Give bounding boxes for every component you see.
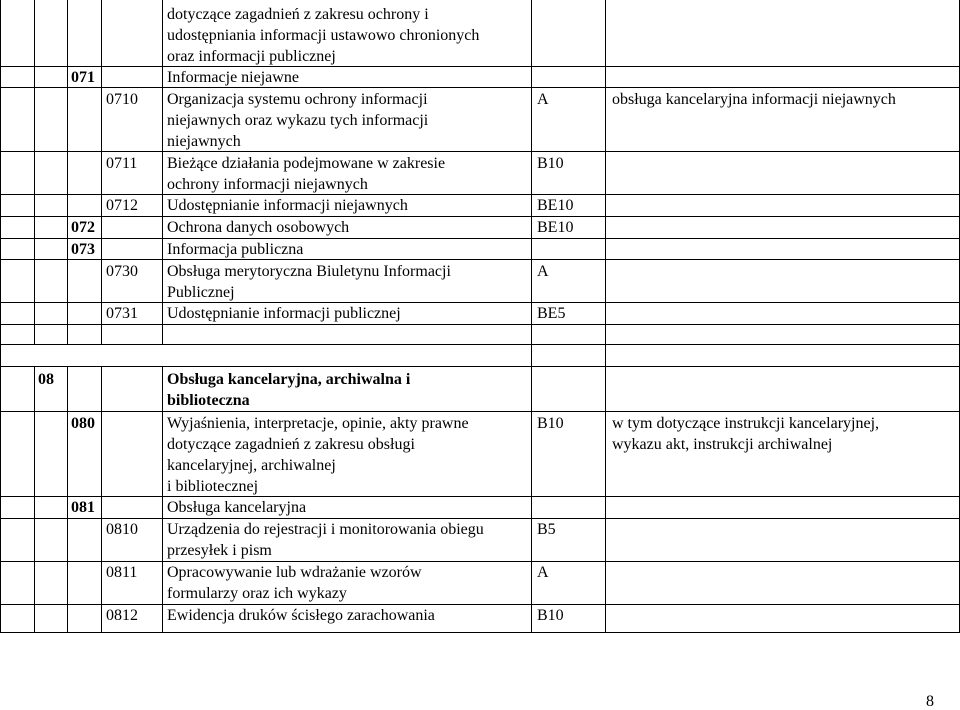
- row-category: BE10: [537, 219, 574, 236]
- row-description: Wyjaśnienia, interpretacje, opinie, akty prawne dotyczące zagadnień z zakresu obsługi kancelaryjnej, archiwalnej i bibliotecznej: [167, 415, 469, 495]
- row-description: Organizacja systemu ochrony informacji niejawnych oraz wykazu tych informacji niejawnych: [167, 91, 429, 150]
- row-note: w tym dotyczące instrukcji kancelaryjnej, wykazu akt, instrukcji archiwalnej: [612, 415, 880, 453]
- row-category: BE5: [537, 305, 566, 322]
- row-symbol: 0712: [106, 197, 138, 214]
- page-number: 8: [926, 693, 934, 710]
- row-symbol: 0811: [106, 564, 138, 581]
- row-symbol: 073: [71, 241, 95, 258]
- row-symbol: 080: [71, 415, 95, 432]
- row-description: Obsługa merytoryczna Biuletynu Informacji Publicznej: [167, 263, 451, 301]
- row-description: Opracowywanie lub wdrażanie wzorów formularzy oraz ich wykazy: [167, 564, 422, 602]
- row-symbol: 072: [71, 219, 95, 236]
- row-description: Bieżące działania podejmowane w zakresie ochrony informacji niejawnych: [167, 155, 446, 193]
- row-description: Udostępnianie informacji publicznej: [167, 305, 401, 322]
- row-description: Informacje niejawne: [167, 69, 299, 86]
- row-symbol: 071: [71, 69, 95, 86]
- row-symbol: 0731: [106, 305, 138, 322]
- row-category: A: [537, 263, 549, 280]
- row-category: B10: [537, 607, 564, 624]
- row-description: Urządzenia do rejestracji i monitorowania obiegu przesyłek i pism: [167, 521, 484, 559]
- row-category: B5: [537, 521, 556, 538]
- row-description: Obsługa kancelaryjna: [167, 499, 307, 516]
- row-category: A: [537, 564, 549, 581]
- row-category: B10: [537, 415, 564, 432]
- row-symbol: 0710: [106, 91, 138, 108]
- row-symbol: 0810: [106, 521, 138, 538]
- row-description: dotyczące zagadnień z zakresu ochrony i udostępniania informacji ustawowo chronionych oraz informacji publicznej: [167, 6, 480, 65]
- row-description: Udostępnianie informacji niejawnych: [167, 197, 408, 214]
- row-description: Informacja publiczna: [167, 241, 304, 258]
- row-category: A: [537, 91, 549, 108]
- row-symbol: 0730: [106, 263, 138, 280]
- row-symbol: 0711: [106, 155, 138, 172]
- row-description: Ewidencja druków ścisłego zarachowania: [167, 607, 435, 624]
- row-symbol: 081: [71, 499, 95, 516]
- row-description: Ochrona danych osobowych: [167, 219, 350, 236]
- row-category: BE10: [537, 197, 574, 214]
- row-note: obsługa kancelaryjna informacji niejawnych: [612, 91, 896, 108]
- row-symbol: 08: [38, 371, 54, 388]
- row-description: Obsługa kancelaryjna, archiwalna i biblioteczna: [167, 371, 411, 409]
- row-symbol: 0812: [106, 607, 138, 624]
- row-category: B10: [537, 155, 564, 172]
